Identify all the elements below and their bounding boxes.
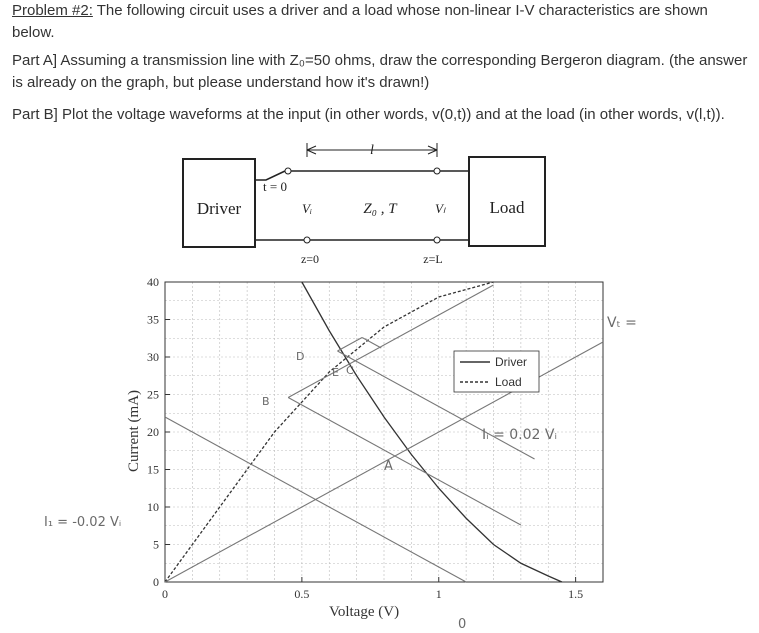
line-label: Z₀ , T: [363, 201, 397, 217]
y-tick-label: 35: [147, 312, 159, 327]
time-label: t = 0: [263, 179, 287, 194]
y-tick-label: 20: [147, 425, 159, 439]
y-tick-label: 40: [147, 275, 159, 289]
vi-label: Vᵢ: [302, 201, 312, 216]
length-label: l: [370, 143, 374, 158]
load-contact-top: [434, 168, 440, 174]
bergeron-line: [337, 338, 362, 352]
y-tick-label: 15: [147, 462, 159, 477]
bergeron-line: [362, 338, 381, 349]
vt-annotation: Vₜ =: [607, 315, 637, 331]
x-tick-label: 0: [162, 587, 168, 601]
y-tick-label: 10: [147, 500, 159, 514]
point-a-label: A: [384, 459, 393, 474]
driver-eq-annotation: Iᵢ = 0.02 Vᵢ: [482, 427, 557, 443]
bergeron-line: [288, 398, 521, 526]
y-tick-label: 0: [153, 575, 159, 589]
part-a-text: Part A] Assuming a transmission line with Z₀=50 ohms, draw the corresponding Bergeron diagram. (the answer is already on the graph, but please understand how it's drawn!): [12, 52, 748, 91]
x-tick-label: 1: [435, 587, 442, 601]
load-contact-bottom: [434, 237, 440, 243]
point-b-label: B: [262, 395, 270, 408]
y-tick-label: 30: [147, 350, 159, 364]
problem-label: Problem #2:: [12, 2, 93, 19]
x-tick-label: 1.5: [568, 587, 584, 601]
legend-load-label: Load: [495, 375, 522, 389]
input-contact-bottom: [304, 237, 310, 243]
problem-intro: The following circuit uses a driver and a load whose non-linear I-V characteristics are shown below.: [12, 2, 708, 41]
y-tick-label: 5: [153, 537, 159, 552]
y-tick-label: 25: [147, 387, 159, 402]
load-label: Load: [489, 198, 525, 217]
legend-driver-label: Driver: [495, 355, 527, 369]
part-b-text: Part B] Plot the voltage waveforms at the input (in other words, v(0,t)) and at the load (in other words, v(l,t)).: [12, 106, 725, 123]
y-axis-label: Current (mA): [126, 389, 142, 473]
load-eq-annotation: I₁ = -0.02 Vᵢ: [44, 515, 122, 530]
chart-legend: [454, 351, 539, 392]
x-axis-label: Voltage (V): [328, 604, 400, 620]
origin-annotation: 0: [458, 617, 467, 632]
circuit-diagram: [183, 143, 545, 266]
point-e-label: E: [332, 366, 339, 379]
point-d-label: D: [296, 350, 305, 363]
x-tick-label: 0.5: [294, 587, 310, 601]
z0-note: z=0: [300, 252, 320, 266]
vl-label: Vₗ: [434, 201, 446, 216]
driver-label: Driver: [196, 199, 242, 218]
point-c-label: C: [346, 364, 354, 377]
zl-note: z=L: [423, 252, 443, 266]
switch-contact: [285, 168, 291, 174]
